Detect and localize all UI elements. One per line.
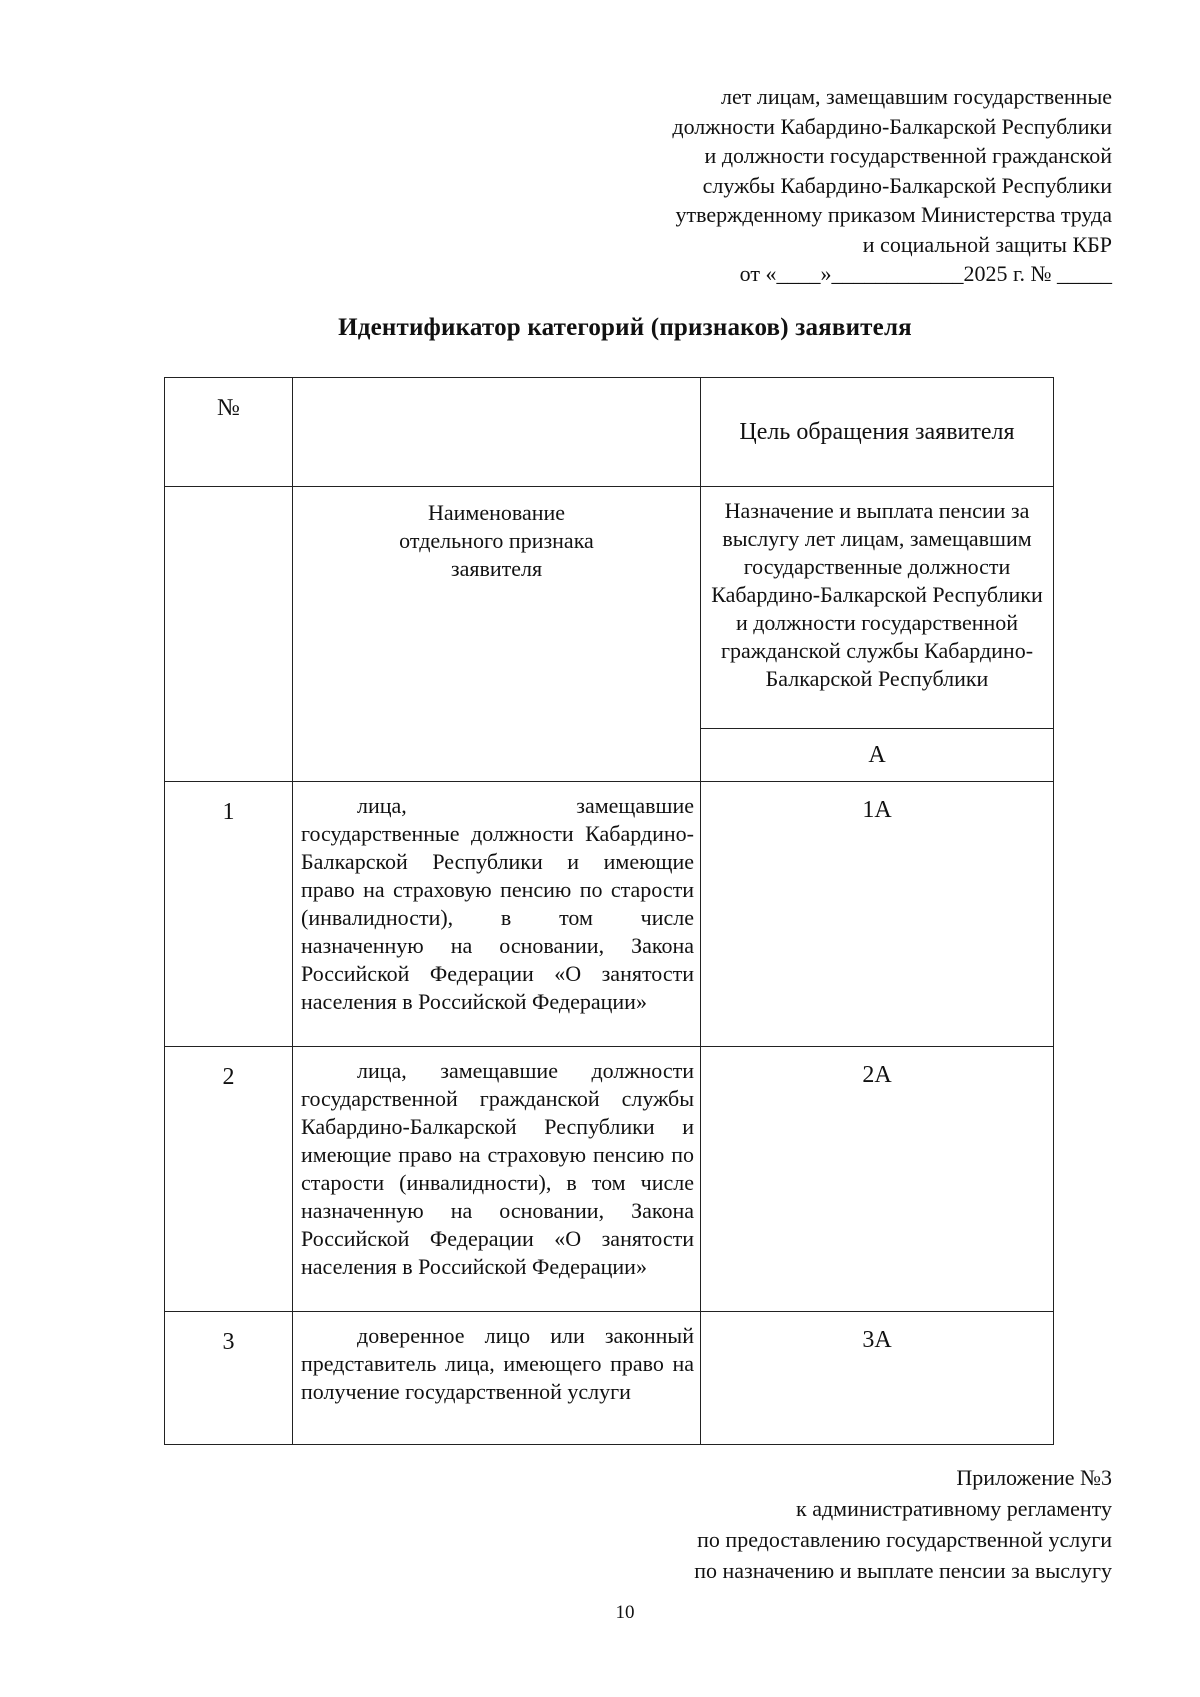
footer-line: Приложение №3 [956,1465,1112,1490]
table-row [165,1047,1054,1312]
row-code-cell: 3А [701,1312,1054,1445]
header-goal-cell: Цель обращения заявителя [701,378,1054,487]
header-line: и социальной защиты КБР [862,231,1112,257]
header-line: службы Кабардино-Балкарской Республики [702,172,1112,198]
subheader-goal-cell: Назначение и выплата пенсии за выслугу лет лицам, замещавшим государственные должности Кабардино-Балкарской Республики и должности государственной гражданской службы Кабардино-Балкарской Республики [701,487,1054,729]
row-code-cell: 1А [701,782,1054,1047]
header-empty-cell [293,378,701,487]
row-code-cell: 2А [701,1047,1054,1312]
page-number: 10 [615,1602,635,1623]
footer-line: по предоставлению государственной услуги [697,1527,1112,1552]
header-block [592,82,1112,289]
header-line: и должности государственной гражданской [704,143,1112,168]
row-number-cell: 2 [165,1047,293,1312]
row-text-cell: лица, замещавшие должности государственной гражданской службы Кабардино-Балкарской Республики и имеющие право на страховую пенсию по старости (инвалидности), в том числе назначенную на основании, Закона Российской Федерации «О занятости населения в Российской Федерации» [293,1047,701,1312]
header-line: утвержденному приказом Министерства труда [675,202,1112,227]
row-text-cell: лица, замещавшие государственные должности Кабардино-Балкарской Республики и имеющие право на страховую пенсию по старости (инвалидности), в том числе назначенную на основании, Закона Российской Федерации «О занятости населения в Российской Федерации» [293,782,701,1047]
table-header-row [165,378,1054,487]
footer-block [552,1462,1112,1586]
table-row [165,782,1054,1047]
header-number-cell: № [165,378,293,487]
document-title: Идентификатор категорий (признаков) заявителя [338,314,912,341]
footer-line: по назначению и выплате пенсии за выслугу [694,1558,1112,1583]
table-row [165,1312,1054,1445]
footer-line: к административному регламенту [796,1496,1112,1521]
row-text-cell: доверенное лицо или законный представитель лица, имеющего право на получение государственной услуги [293,1312,701,1445]
row-number-cell: 3 [165,1312,293,1445]
goal-code-cell: А [701,729,1054,782]
subheader-empty-cell [165,487,293,782]
row-number-cell: 1 [165,782,293,1047]
subheader-name-cell: Наименование отдельного признака заявителя [293,487,701,782]
header-date-line: от «____»____________2025 г. № _____ [739,261,1112,286]
table-subheader-row [165,487,1054,729]
applicant-category-table [164,377,1054,1445]
header-line: должности Кабардино-Балкарской Республики [672,113,1112,139]
header-line: лет лицам, замещавшим государственные [720,84,1112,109]
